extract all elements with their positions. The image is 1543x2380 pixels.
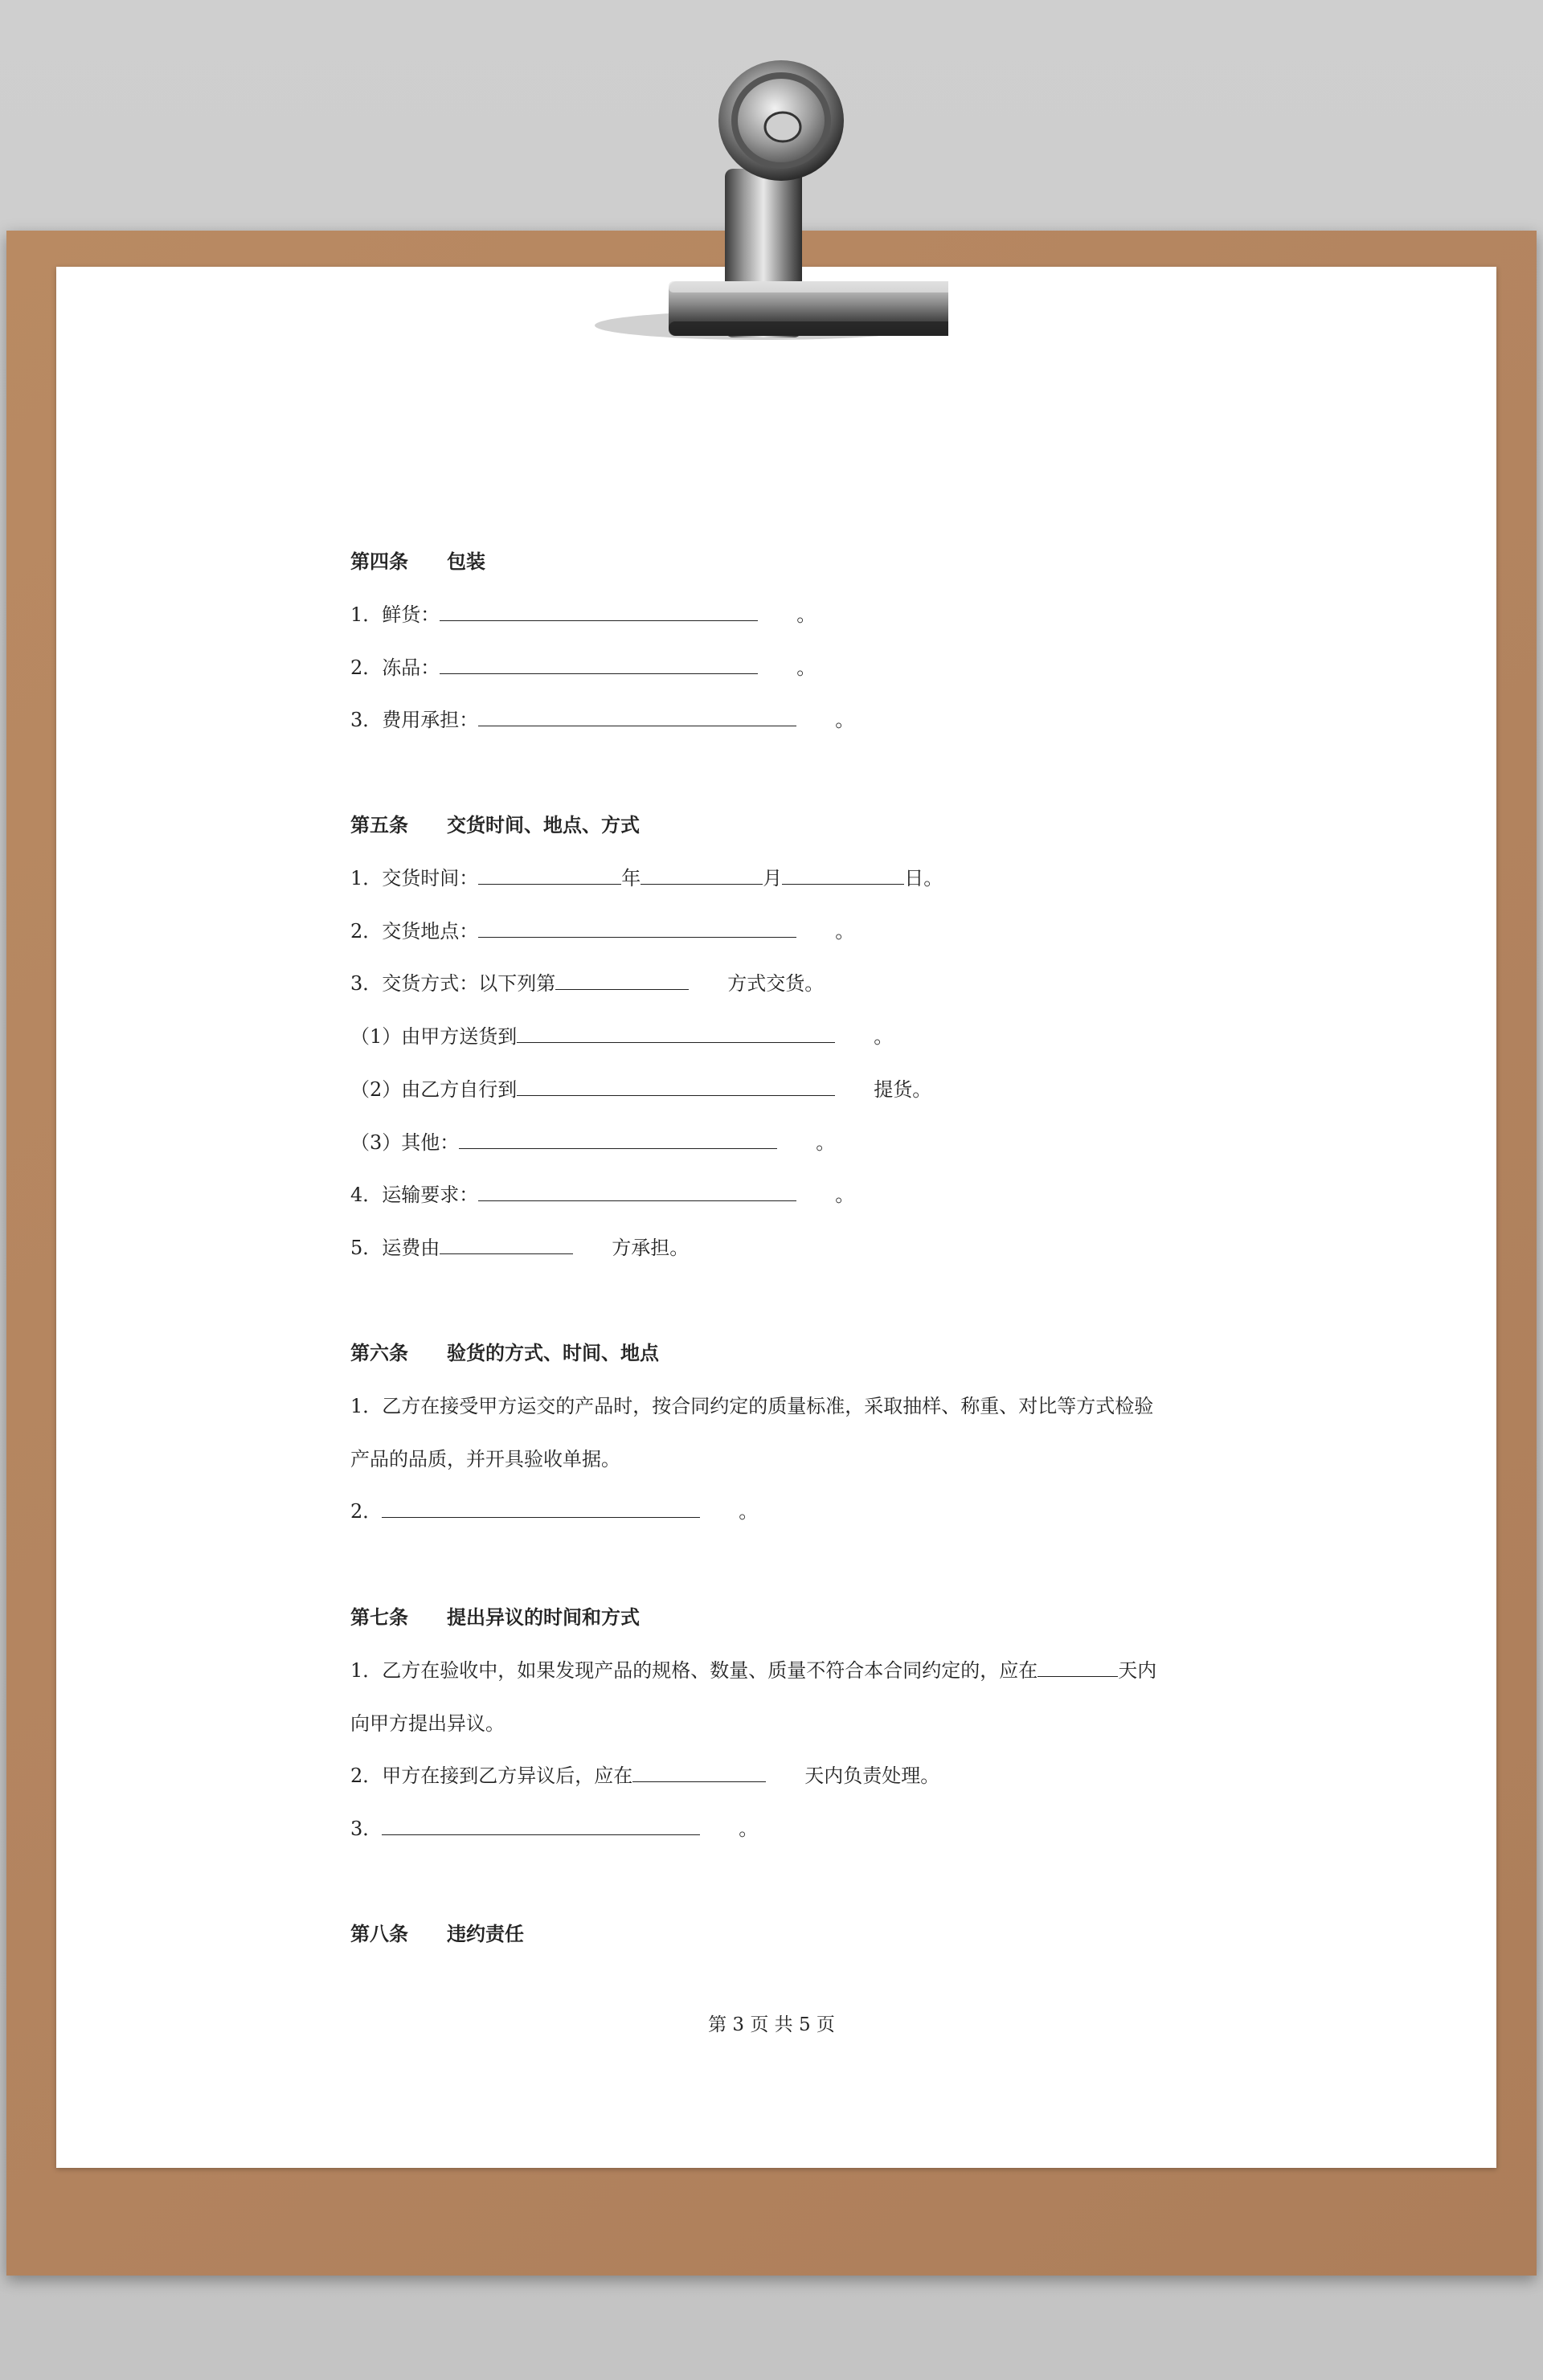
item-end: 天内负责处理。 [804, 1765, 940, 1787]
month-label: 月 [763, 867, 783, 889]
article4-item1 [350, 603, 816, 627]
article4-item3 [350, 708, 854, 732]
fill-blank[interactable] [632, 1764, 766, 1782]
article7-item1-line2: 向甲方提出异议。 [350, 1712, 505, 1735]
year-label: 年 [621, 867, 641, 889]
item-label: 1．鲜货： [350, 603, 440, 626]
item-label: 2．交货地点： [350, 920, 479, 943]
article5-item3 [350, 971, 824, 996]
item-label: 3． [350, 1818, 383, 1840]
day-blank[interactable] [782, 866, 904, 885]
item-label: 2． [350, 1500, 383, 1523]
article5-opt3 [350, 1131, 835, 1155]
article4-title: 第四条 [350, 550, 408, 573]
item-end: 。 [796, 603, 817, 626]
article4-item2 [350, 656, 816, 680]
document-page [56, 267, 1496, 2168]
article8-subtitle: 违约责任 [447, 1922, 524, 1945]
item-label: 3．交货方式：以下列第 [350, 972, 556, 995]
article8-title: 第八条 [350, 1922, 408, 1945]
item-label: （3）其他： [350, 1131, 460, 1154]
item-end: 。 [835, 920, 855, 943]
article7-item3 [350, 1817, 758, 1841]
article7-subtitle: 提出异议的时间和方式 [447, 1605, 640, 1629]
year-blank[interactable] [478, 866, 621, 885]
fill-blank[interactable] [459, 1131, 777, 1149]
fill-blank[interactable] [478, 1183, 796, 1201]
article5-item4 [350, 1183, 854, 1207]
article5-title: 第五条 [350, 813, 408, 836]
item-end: 。 [874, 1025, 894, 1048]
article6-item1-line1: 1．乙方在接受甲方运交的产品时，按合同约定的质量标准，采取抽样、称重、对比等方式检验 [350, 1395, 1154, 1417]
item-end: 。 [835, 709, 855, 731]
fill-blank[interactable] [382, 1499, 700, 1518]
item-label: （2）由乙方自行到 [350, 1078, 518, 1101]
fill-blank[interactable] [440, 603, 758, 621]
item-label: （1）由甲方送货到 [350, 1025, 518, 1048]
article6-subtitle: 验货的方式、时间、地点 [447, 1341, 659, 1364]
item-label: 2．甲方在接到乙方异议后，应在 [350, 1765, 633, 1787]
page-number: 第 3 页 共 5 页 [708, 2014, 835, 2035]
article8-heading [350, 1922, 524, 1946]
article7-title: 第七条 [350, 1605, 408, 1629]
item-label: 4．运输要求： [350, 1184, 479, 1206]
day-label: 日。 [904, 867, 943, 889]
article5-item1 [350, 866, 943, 890]
binder-clip-icon [579, 48, 948, 354]
article6-title: 第六条 [350, 1341, 408, 1364]
fill-blank[interactable] [440, 656, 758, 674]
item-label: 2．冻品： [350, 656, 440, 679]
article5-opt2 [350, 1078, 931, 1102]
article5-heading [350, 813, 640, 837]
item-end: 。 [816, 1131, 836, 1154]
fill-blank[interactable] [478, 919, 796, 938]
item-end: 。 [739, 1500, 759, 1523]
fill-blank[interactable] [1038, 1658, 1118, 1677]
item-label: 1．乙方在验收中，如果发现产品的规格、数量、质量不符合本合同约定的，应在 [350, 1659, 1038, 1682]
article7-heading [350, 1605, 640, 1630]
fill-blank[interactable] [440, 1236, 573, 1254]
item-end: 天内 [1118, 1659, 1157, 1682]
article6-item1-line2: 产品的品质，并开具验收单据。 [350, 1448, 620, 1470]
item-label: 3．费用承担： [350, 709, 479, 731]
month-blank[interactable] [641, 866, 763, 885]
item-end: 。 [796, 656, 817, 679]
fill-blank[interactable] [382, 1817, 700, 1835]
fill-blank[interactable] [517, 1078, 835, 1096]
article4-subtitle: 包装 [447, 550, 485, 573]
article4-heading [350, 550, 485, 574]
item-label: 1．交货时间： [350, 867, 479, 889]
article5-subtitle: 交货时间、地点、方式 [447, 813, 640, 836]
item-label: 5．运费由 [350, 1237, 440, 1259]
article6-heading [350, 1341, 659, 1365]
fill-blank[interactable] [478, 708, 796, 726]
item-end: 方承担。 [612, 1237, 690, 1259]
article5-item5 [350, 1236, 689, 1260]
article7-item1-line1 [350, 1658, 1156, 1683]
item-end: 方式交货。 [727, 972, 825, 995]
article6-item2 [350, 1499, 758, 1523]
item-end: 提货。 [874, 1078, 932, 1101]
item-end: 。 [739, 1818, 759, 1840]
fill-blank[interactable] [517, 1024, 835, 1043]
item-end: 。 [835, 1184, 855, 1206]
article5-opt1 [350, 1024, 893, 1049]
article5-item2 [350, 919, 854, 943]
article7-item2 [350, 1764, 939, 1788]
fill-blank[interactable] [555, 971, 689, 990]
